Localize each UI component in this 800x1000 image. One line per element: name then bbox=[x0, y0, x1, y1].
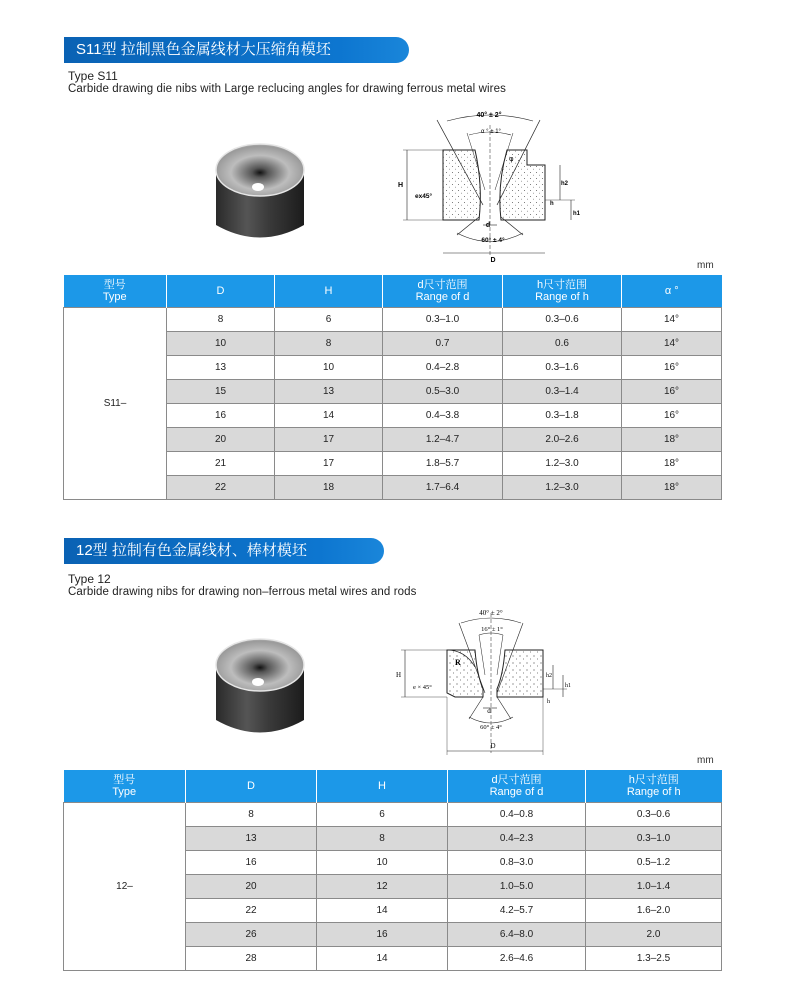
s11-h2-label: h2 bbox=[561, 181, 569, 187]
s11-chamfer-label: ex45° bbox=[415, 193, 433, 200]
t12-H-label: H bbox=[395, 671, 401, 679]
cell-range-h: 2.0 bbox=[586, 922, 722, 946]
t12-h1-label: h1 bbox=[565, 683, 571, 689]
cell-H: 8 bbox=[317, 826, 448, 850]
cell-alpha: 14° bbox=[622, 307, 722, 331]
cell-D: 15 bbox=[167, 379, 275, 403]
s11-header-type: 型号 Type bbox=[64, 275, 167, 307]
t12-header-D: D bbox=[186, 770, 317, 802]
t12-angle-inner-label: 16° ± 1° bbox=[481, 626, 503, 633]
s11-spec-table bbox=[63, 275, 722, 500]
cell-range-h: 0.3–0.6 bbox=[586, 802, 722, 826]
cell-alpha: 16° bbox=[622, 403, 722, 427]
cell-range-d: 4.2–5.7 bbox=[448, 898, 586, 922]
table-row bbox=[64, 802, 722, 826]
cell-D: 21 bbox=[167, 451, 275, 475]
cell-D: 10 bbox=[167, 331, 275, 355]
cell-H: 18 bbox=[275, 475, 383, 499]
cell-range-d: 0.4–3.8 bbox=[383, 403, 503, 427]
t12-header-H: H bbox=[317, 770, 448, 802]
s11-table-header-row bbox=[64, 275, 722, 307]
cell-H: 14 bbox=[317, 946, 448, 970]
s11-h-label: h bbox=[550, 201, 554, 207]
cell-range-h: 0.3–1.8 bbox=[503, 403, 622, 427]
s11-die-nib-photo bbox=[210, 125, 310, 245]
s11-header-range-d: d尺寸范围 Range of d bbox=[383, 275, 503, 307]
t12-h2-label: h2 bbox=[546, 673, 552, 679]
cell-alpha: 16° bbox=[622, 379, 722, 403]
cell-H: 14 bbox=[317, 898, 448, 922]
cell-H: 12 bbox=[317, 874, 448, 898]
s11-angle-alpha-label: α ° ± 1° bbox=[481, 129, 501, 135]
cell-range-h: 1.2–3.0 bbox=[503, 475, 622, 499]
t12-header-range-h: h尺寸范围 Range of h bbox=[586, 770, 722, 802]
cell-H: 8 bbox=[275, 331, 383, 355]
cell-H: 16 bbox=[317, 922, 448, 946]
t12-spec-table bbox=[63, 770, 722, 971]
s11-cross-section-diagram bbox=[385, 105, 585, 265]
cell-range-d: 0.5–3.0 bbox=[383, 379, 503, 403]
cell-D: 26 bbox=[186, 922, 317, 946]
t12-type-cell: 12– bbox=[64, 802, 186, 970]
cell-range-h: 0.3–1.6 bbox=[503, 355, 622, 379]
table-row bbox=[64, 307, 722, 331]
cell-D: 16 bbox=[167, 403, 275, 427]
cell-range-d: 1.8–5.7 bbox=[383, 451, 503, 475]
cell-range-d: 0.4–2.3 bbox=[448, 826, 586, 850]
t12-h-label: h bbox=[547, 699, 550, 705]
cell-alpha: 18° bbox=[622, 451, 722, 475]
cell-H: 6 bbox=[275, 307, 383, 331]
cell-range-d: 0.8–3.0 bbox=[448, 850, 586, 874]
cell-H: 17 bbox=[275, 451, 383, 475]
cell-range-h: 2.0–2.6 bbox=[503, 427, 622, 451]
cell-range-h: 1.6–2.0 bbox=[586, 898, 722, 922]
s11-header-D: D bbox=[167, 275, 275, 307]
s11-phi-label: φ bbox=[509, 155, 514, 163]
cell-D: 22 bbox=[186, 898, 317, 922]
t12-d-label: d bbox=[487, 707, 491, 715]
cell-range-h: 1.3–2.5 bbox=[586, 946, 722, 970]
t12-table-header-row bbox=[64, 770, 722, 802]
cell-D: 16 bbox=[186, 850, 317, 874]
s11-type-label: Type S11 bbox=[68, 69, 118, 83]
cell-H: 6 bbox=[317, 802, 448, 826]
cell-D: 13 bbox=[186, 826, 317, 850]
cell-range-d: 1.0–5.0 bbox=[448, 874, 586, 898]
cell-D: 20 bbox=[186, 874, 317, 898]
t12-chamfer-label: e × 45° bbox=[413, 684, 432, 691]
cell-D: 22 bbox=[167, 475, 275, 499]
t12-header-type: 型号 Type bbox=[64, 770, 186, 802]
t12-header-range-d: d尺寸范围 Range of d bbox=[448, 770, 586, 802]
cell-range-d: 0.4–0.8 bbox=[448, 802, 586, 826]
cell-range-d: 0.3–1.0 bbox=[383, 307, 503, 331]
t12-die-nib-photo bbox=[210, 620, 310, 740]
cell-D: 8 bbox=[167, 307, 275, 331]
cell-range-h: 0.6 bbox=[503, 331, 622, 355]
cell-range-d: 0.7 bbox=[383, 331, 503, 355]
cell-range-d: 1.7–6.4 bbox=[383, 475, 503, 499]
cell-range-d: 2.6–4.6 bbox=[448, 946, 586, 970]
cell-H: 17 bbox=[275, 427, 383, 451]
s11-h1-label: h1 bbox=[573, 211, 581, 217]
cell-range-h: 1.2–3.0 bbox=[503, 451, 622, 475]
t12-type-label: Type 12 bbox=[68, 572, 111, 586]
t12-section-banner: 12型 拉制有色金属线材、棒材模坯 bbox=[64, 538, 384, 564]
s11-header-alpha: α ° bbox=[622, 275, 722, 307]
s11-angle-outer-label: 40° ± 2° bbox=[476, 112, 502, 119]
cell-range-d: 6.4–8.0 bbox=[448, 922, 586, 946]
s11-unit-label: mm bbox=[697, 260, 714, 271]
cell-range-h: 0.3–0.6 bbox=[503, 307, 622, 331]
cell-alpha: 14° bbox=[622, 331, 722, 355]
t12-cross-section-diagram bbox=[385, 605, 585, 760]
cell-range-h: 0.5–1.2 bbox=[586, 850, 722, 874]
s11-angle-bottom-label: 60° ± 4° bbox=[481, 237, 505, 244]
s11-header-H: H bbox=[275, 275, 383, 307]
s11-H-label: H bbox=[397, 182, 403, 189]
cell-H: 14 bbox=[275, 403, 383, 427]
cell-H: 10 bbox=[275, 355, 383, 379]
cell-H: 10 bbox=[317, 850, 448, 874]
s11-D-label: D bbox=[490, 257, 496, 264]
cell-D: 8 bbox=[186, 802, 317, 826]
cell-alpha: 18° bbox=[622, 427, 722, 451]
s11-type-cell: S11– bbox=[64, 307, 167, 499]
cell-D: 13 bbox=[167, 355, 275, 379]
cell-alpha: 16° bbox=[622, 355, 722, 379]
t12-R-label: R bbox=[455, 658, 461, 667]
cell-range-d: 1.2–4.7 bbox=[383, 427, 503, 451]
cell-D: 20 bbox=[167, 427, 275, 451]
t12-angle-bottom-label: 60° ± 4° bbox=[480, 724, 502, 731]
t12-angle-outer-label: 40° ± 2° bbox=[479, 609, 503, 617]
s11-section-banner: S11型 拉制黑色金属线材大压缩角模坯 bbox=[64, 37, 409, 63]
cell-range-h: 0.3–1.4 bbox=[503, 379, 622, 403]
s11-d-label: d bbox=[485, 222, 491, 229]
cell-alpha: 18° bbox=[622, 475, 722, 499]
cell-range-h: 0.3–1.0 bbox=[586, 826, 722, 850]
t12-unit-label: mm bbox=[697, 755, 714, 766]
cell-range-d: 0.4–2.8 bbox=[383, 355, 503, 379]
cell-range-h: 1.0–1.4 bbox=[586, 874, 722, 898]
s11-description: Carbide drawing die nibs with Large reclucing angles for drawing ferrous metal wires bbox=[68, 83, 506, 95]
t12-D-label: D bbox=[490, 742, 496, 750]
cell-H: 13 bbox=[275, 379, 383, 403]
t12-description: Carbide drawing nibs for drawing non–ferrous metal wires and rods bbox=[68, 586, 417, 598]
s11-header-range-h: h尺寸范围 Range of h bbox=[503, 275, 622, 307]
cell-D: 28 bbox=[186, 946, 317, 970]
